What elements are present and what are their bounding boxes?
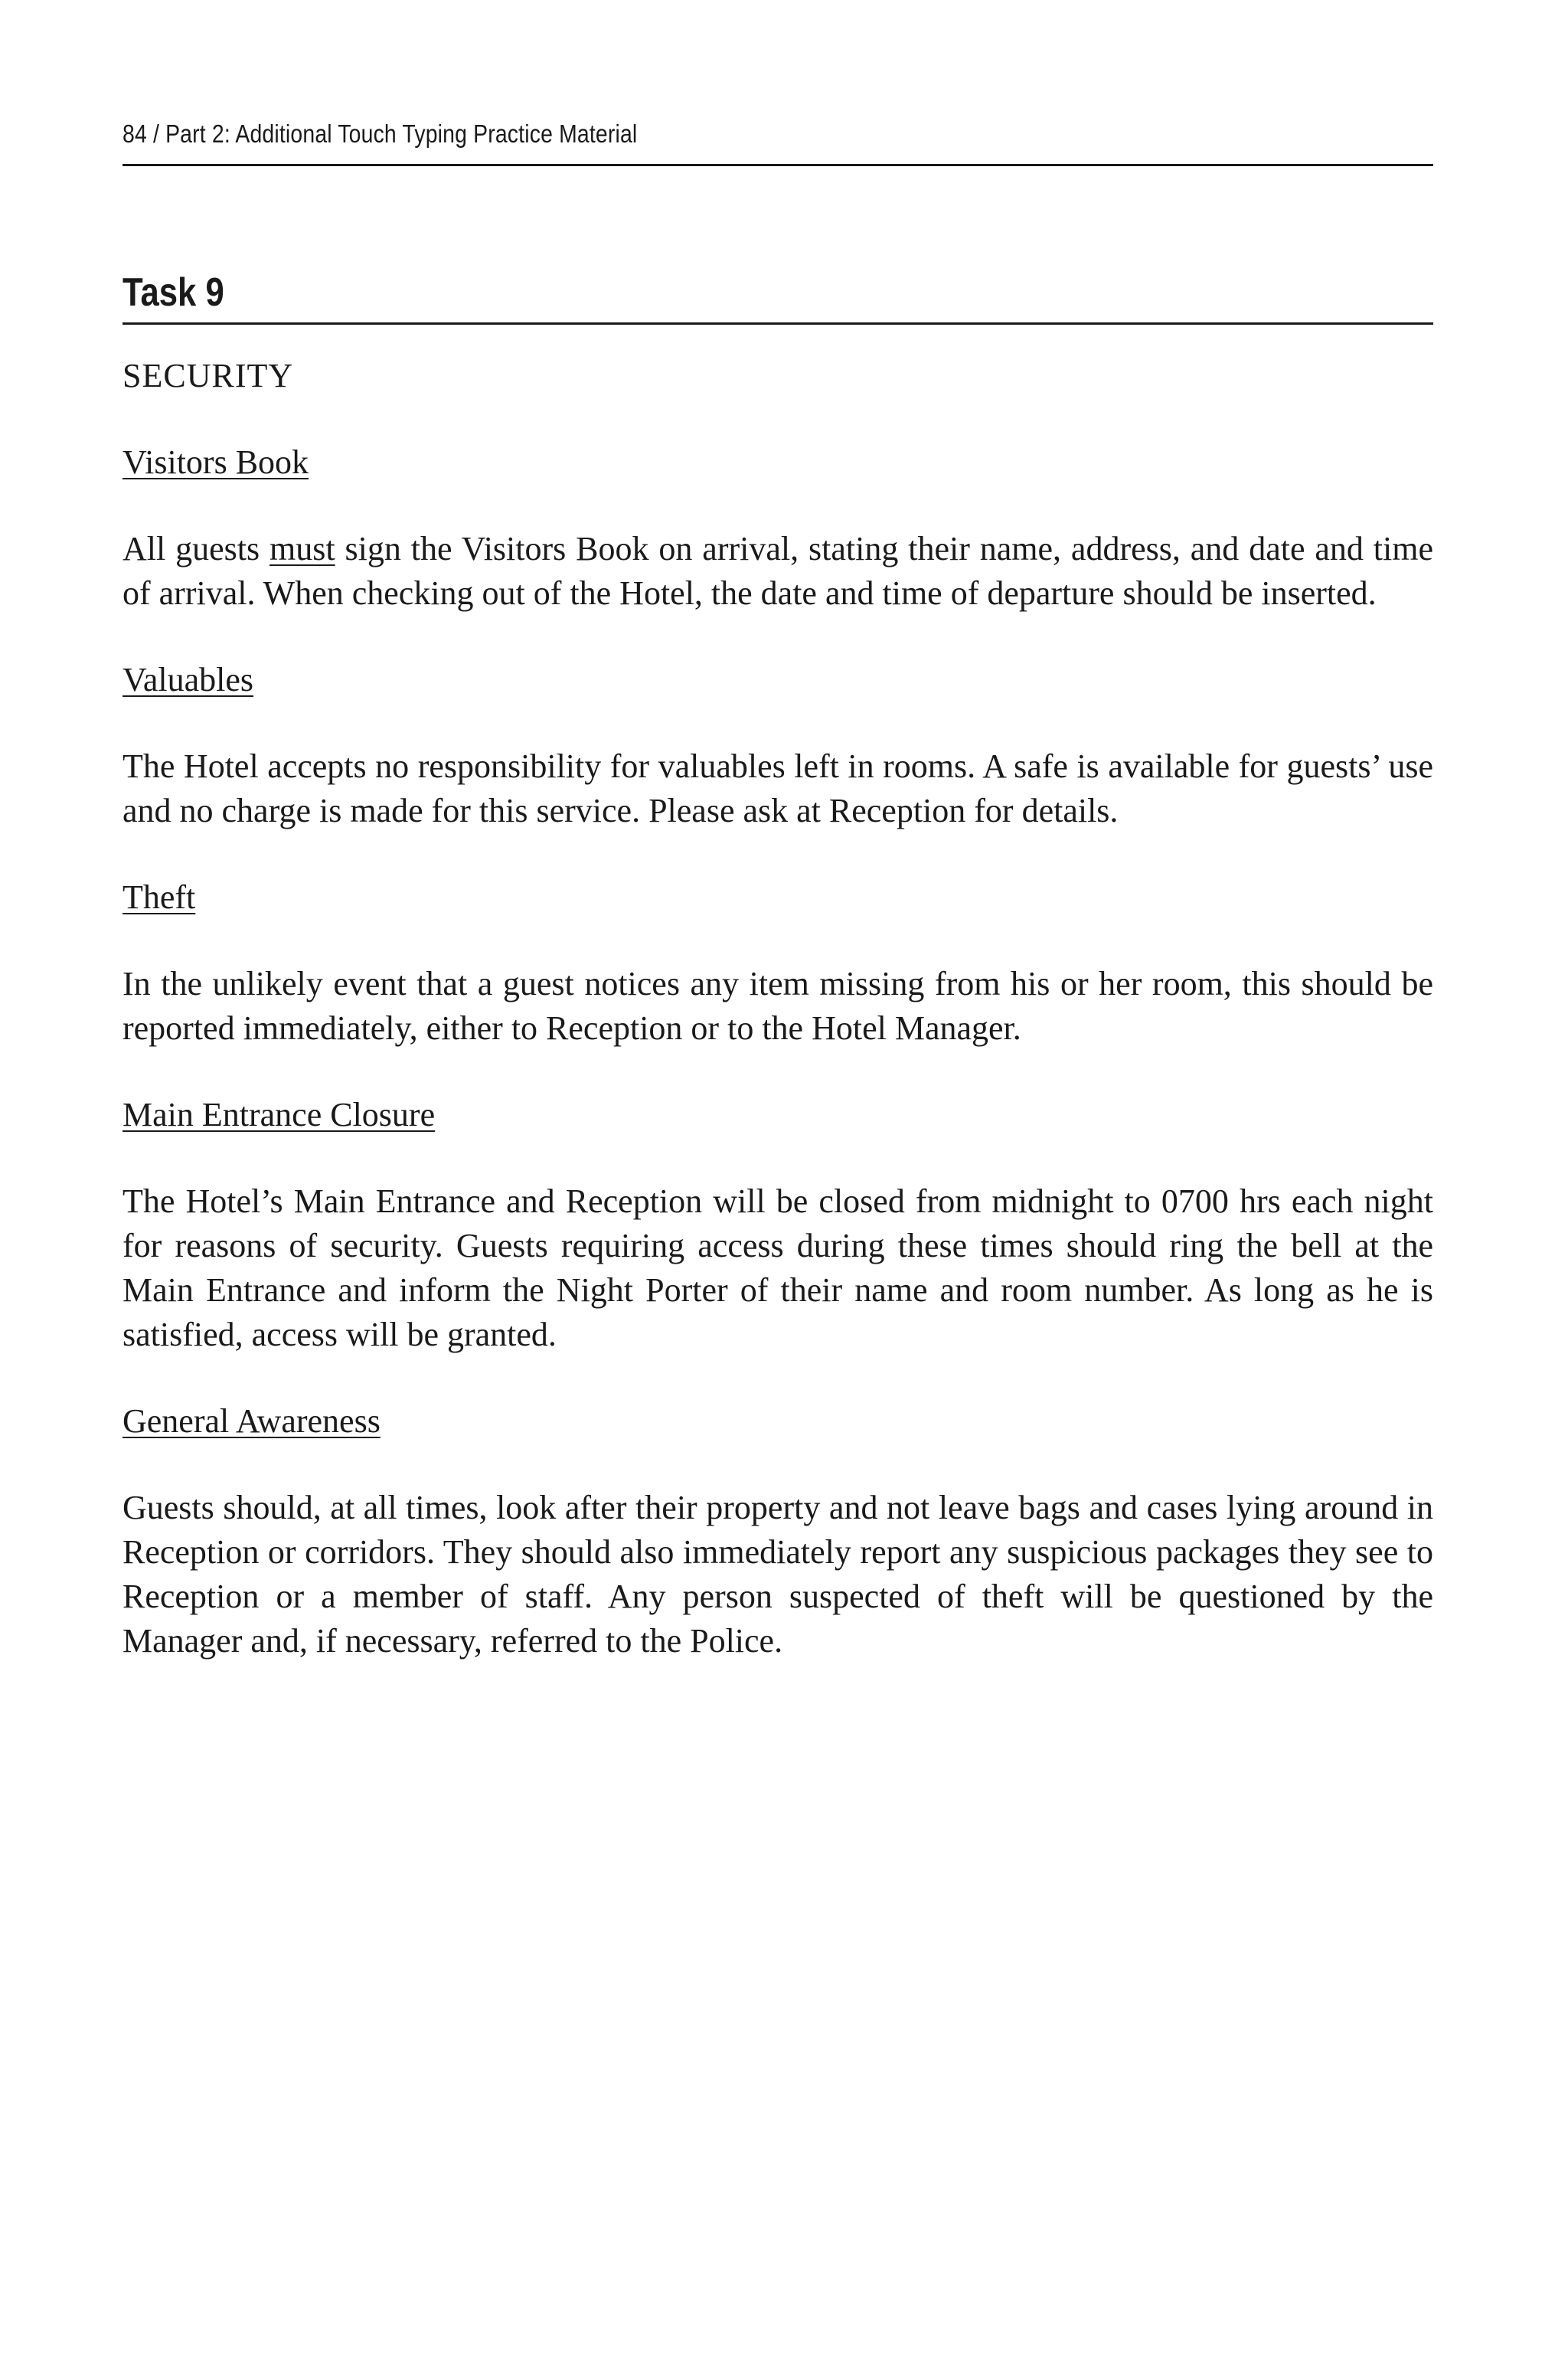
- running-head: 84 / Part 2: Additional Touch Typing Practice Material: [122, 119, 638, 148]
- document-title: SECURITY: [122, 357, 294, 394]
- task-rule: [122, 322, 1433, 325]
- section-text-valuables: The Hotel accepts no responsibility for valuables left in rooms. A safe is available for guests’ use and no charge is made for this service. Please ask at Reception for details.: [122, 747, 1433, 829]
- header-rule: [122, 164, 1433, 166]
- text-run: sign the Visitors Book on arrival, stating their name, address, and date and time of arrival. When checking out of the Hotel, the date and time of departure should be inserted.: [122, 530, 1433, 612]
- emphasis-must: must: [270, 530, 335, 567]
- section-heading-general-awareness: General Awareness: [122, 1402, 381, 1440]
- book-page: [122, 0, 1432, 2371]
- section-heading-visitors-book: Visitors Book: [122, 443, 309, 481]
- section-text-theft: In the unlikely event that a guest notices any item missing from his or her room, this should be reported immediately, either to Reception or to the Hotel Manager.: [122, 965, 1433, 1047]
- section-text-main-entrance-closure: The Hotel’s Main Entrance and Reception will be closed from midnight to 0700 hrs each night for reasons of security. Guests requiring access during these times should ring the bell at the Main Entrance and inform the Night Porter of their name and room number. As long as he is satisfied, access will be granted.: [122, 1182, 1433, 1353]
- section-heading-theft: Theft: [122, 878, 196, 916]
- section-heading-valuables: Valuables: [122, 661, 254, 698]
- section-heading-main-entrance-closure: Main Entrance Closure: [122, 1096, 436, 1133]
- section-text-visitors-book: [122, 527, 1433, 616]
- task-title: Task 9: [122, 270, 224, 315]
- document-body: [122, 354, 1433, 1705]
- text-run: All guests: [122, 530, 270, 567]
- section-text-general-awareness: Guests should, at all times, look after their property and not leave bags and cases lying around in Reception or corridors. They should also immediately report any suspicious packages they see to Reception or a member of staff. Any person suspected of theft will be questioned by the Manager and, if necessary, referred to the Police.: [122, 1489, 1433, 1660]
